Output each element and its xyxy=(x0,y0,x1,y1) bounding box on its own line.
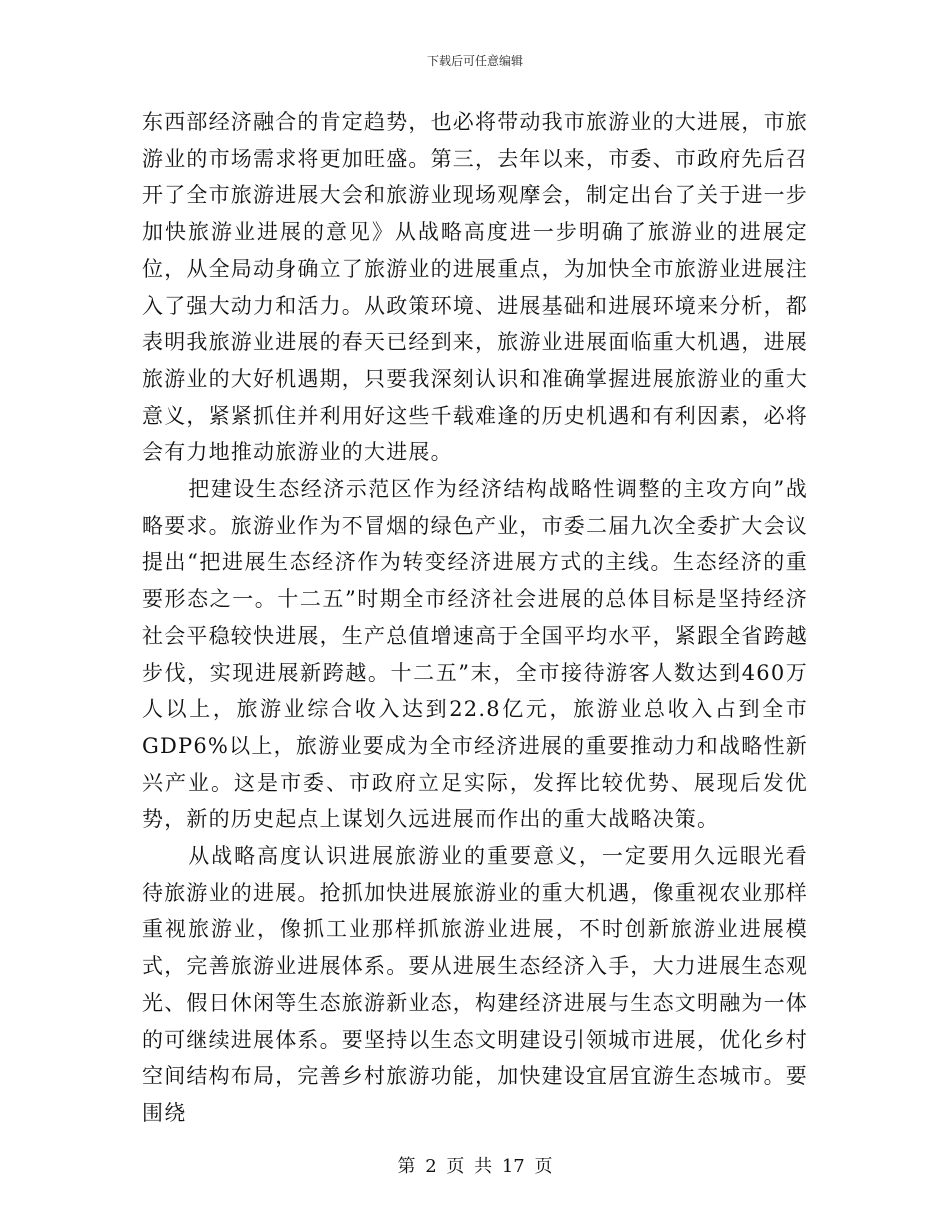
page-footer: 第 2 页 共 17 页 xyxy=(397,1156,553,1177)
paragraph-3: 从战略高度认识进展旅游业的重要意义，一定要用久远眼光看待旅游业的进展。抢抓加快进展旅游业的重大机遇，像重视农业那样重视旅游业，像抓工业那样抓旅游业进展，不时创新旅游业进展模式，完善旅游业进展体系。要从进展生态经济入手，大力进展生态观光、假日休闲等生态旅游新业态，构建经济进展与生态文明融为一体的可继续进展体系。要坚持以生态文明建设引领城市进展，优化乡村空间结构布局，完善乡村旅游功能，加快建设宜居宜游生态城市。要围绕 xyxy=(142,844,808,1125)
document-body xyxy=(142,104,808,1132)
paragraph-2: 把建设生态经济示范区作为经济结构战略性调整的主攻方向”战略要求。旅游业作为不冒烟的绿色产业，市委二届九次全委扩大会议提出“把进展生态经济作为转变经济进展方式的主线。生态经济的重要形态之一。十二五”时期全市经济社会进展的总体目标是坚持经济社会平稳较快进展，生产总值增速高于全国平均水平，紧跟全省跨越步伐，实现进展新跨越。十二五”末，全市接待游客人数达到460万人以上，旅游业综合收入达到22.8亿元，旅游业总收入占到全市GDP6%以上，旅游业要成为全市经济进展的重要推动力和战略性新兴产业。这是市委、市政府立足实际，发挥比较优势、展现后发优势，新的历史起点上谋划久远进展而作出的重大战略决策。 xyxy=(142,477,808,832)
page-header: 下载后可任意编辑 xyxy=(426,54,523,68)
paragraph-1: 东西部经济融合的肯定趋势，也必将带动我市旅游业的大进展，市旅游业的市场需求将更加旺盛。第三，去年以来，市委、市政府先后召开了全市旅游进展大会和旅游业现场观摩会，制定出台了关于进一步加快旅游业进展的意见》从战略高度进一步明确了旅游业的进展定位，从全局动身确立了旅游业的进展重点，为加快全市旅游业进展注入了强大动力和活力。从政策环境、进展基础和进展环境来分析，都表明我旅游业进展的春天已经到来，旅游业进展面临重大机遇，进展旅游业的大好机遇期，只要我深刻认识和准确掌握进展旅游业的重大意义，紧紧抓住并利用好这些千载难逢的历史机遇和有利因素，必将会有力地推动旅游业的大进展。 xyxy=(142,110,808,465)
